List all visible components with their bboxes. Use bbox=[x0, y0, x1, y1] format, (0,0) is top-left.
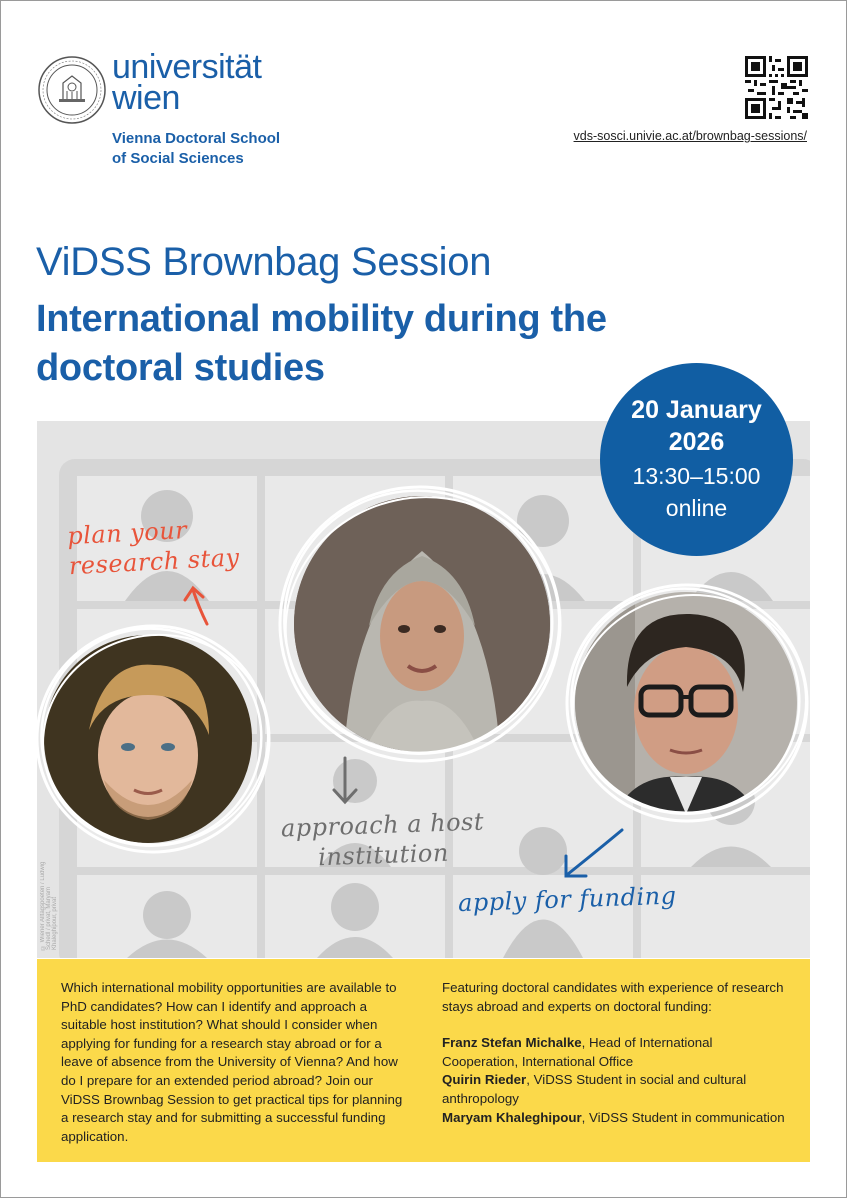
speaker-item bbox=[442, 1034, 792, 1071]
speaker-item bbox=[442, 1071, 792, 1108]
portrait-maryam-khaleghipour bbox=[294, 496, 550, 752]
university-name-line2: wien bbox=[112, 79, 180, 117]
series-title: ViDSS Brownbag Session bbox=[36, 240, 492, 284]
school-name-line1: Vienna Doctoral School bbox=[112, 130, 281, 147]
university-seal-icon bbox=[37, 55, 107, 125]
event-time: 13:30–15:00 bbox=[632, 463, 761, 489]
event-url-link[interactable]: vds-sosci.univie.ac.at/brownbag-sessions/ bbox=[573, 129, 807, 143]
photo-credit: © Wiener Alltagspoeten / Ludwig Schedl / privat, Maryam Khaleghipour, privat bbox=[40, 861, 58, 950]
annotation-approach: approach a host institution bbox=[280, 807, 485, 872]
portrait-quirin-rieder bbox=[44, 635, 252, 843]
featuring-intro: Featuring doctoral candidates with experience of research stays abroad and experts on doctoral funding: bbox=[442, 980, 784, 1014]
university-name bbox=[112, 48, 262, 117]
speaker-role: , Head of International Cooperation, International Office bbox=[442, 1035, 713, 1069]
arrow-icon bbox=[328, 756, 362, 808]
university-name-line1: universität bbox=[112, 48, 262, 86]
annotation-apply: apply for funding bbox=[457, 881, 677, 918]
school-name bbox=[112, 129, 280, 169]
speaker-name: Quirin Rieder bbox=[442, 1072, 527, 1088]
arrow-icon bbox=[183, 582, 219, 628]
qr-code-icon[interactable] bbox=[745, 56, 808, 119]
school-name-line2: of Social Sciences bbox=[112, 150, 244, 167]
event-description: Which international mobility opportunities are available to PhD candidates? How can I identify and approach a suitable host institution? What should I consider when applying for funding for a research stay abroad or for a leave of absence from the University of Vienna? And how do I prepare for an extended period abroad? Join our ViDSS Brownbag Session to get practical tips for planning a research stay and for submitting a successful funding application. bbox=[61, 980, 403, 1144]
event-date-badge bbox=[600, 363, 793, 556]
speakers-section bbox=[442, 979, 792, 1127]
event-time-format bbox=[600, 460, 793, 524]
speaker-role: , ViDSS Student in communication bbox=[581, 1109, 785, 1125]
speaker-item bbox=[442, 1109, 792, 1128]
speaker-name: Maryam Khaleghipour bbox=[442, 1109, 582, 1125]
event-title: International mobility during the doctoral studies bbox=[36, 298, 607, 389]
portrait-franz-stefan-michalke bbox=[575, 592, 797, 814]
speaker-name: Franz Stefan Michalke bbox=[442, 1035, 582, 1051]
arrow-icon bbox=[558, 826, 626, 882]
annotation-plan: plan your research stay bbox=[66, 515, 241, 581]
info-panel bbox=[37, 959, 810, 1162]
event-format: online bbox=[665, 495, 728, 521]
speaker-role: , ViDSS Student in social and cultural anthropology bbox=[442, 1072, 747, 1106]
event-date: 20 January 2026 bbox=[631, 396, 762, 456]
